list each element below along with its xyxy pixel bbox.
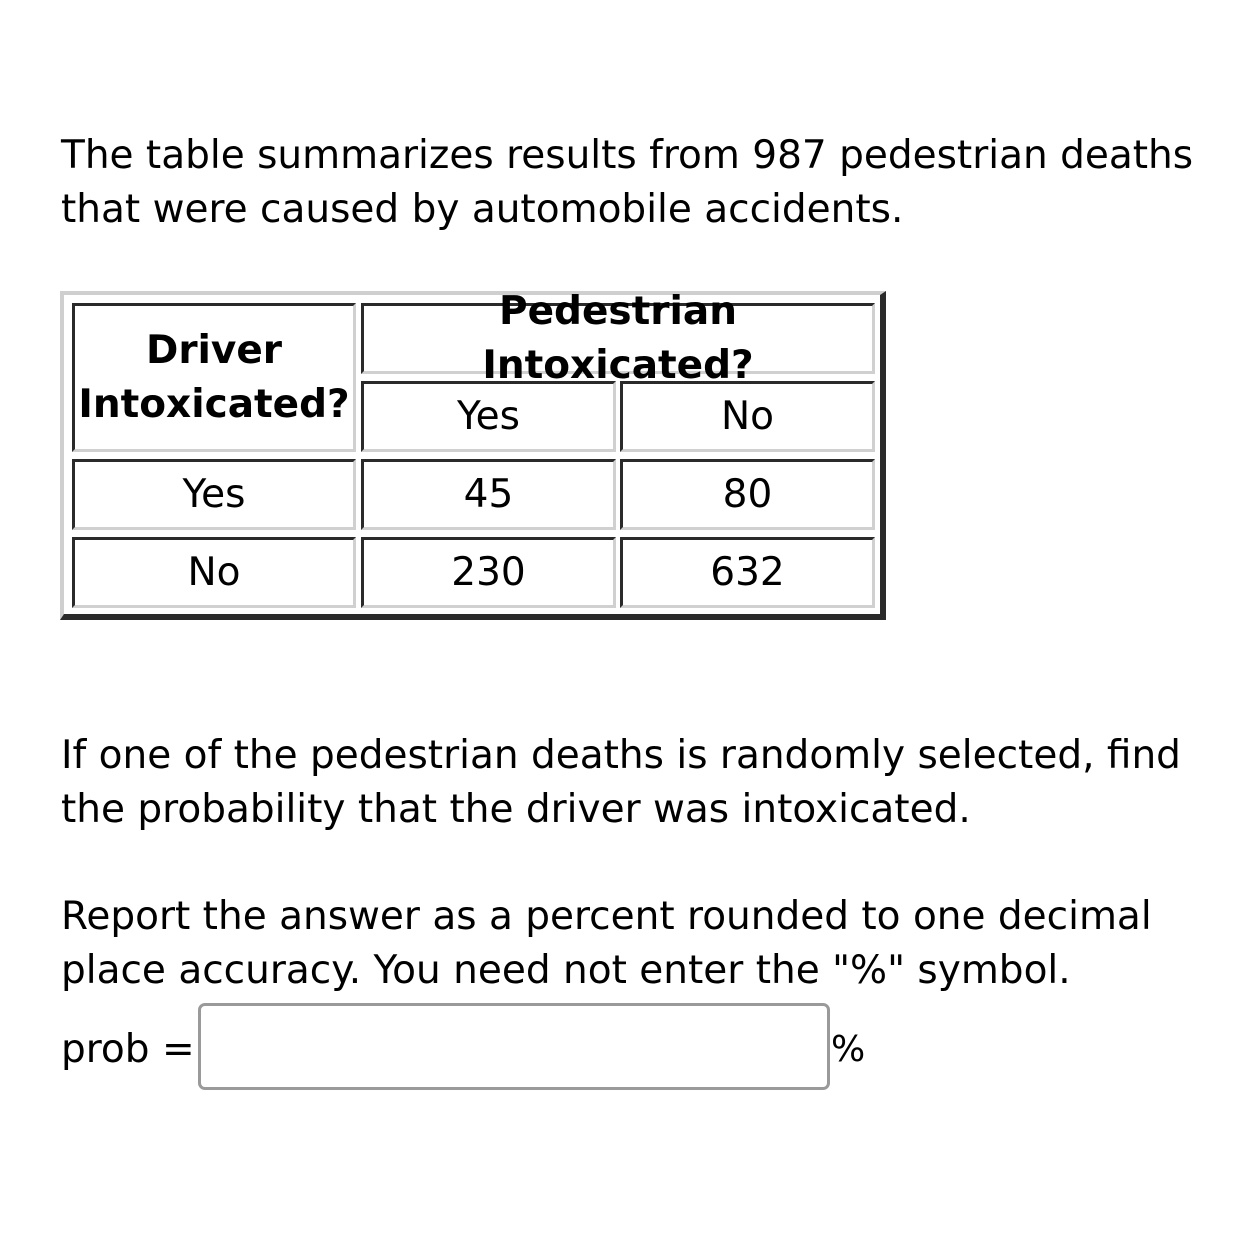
probability-answer-input[interactable] — [198, 1003, 830, 1090]
table-cell: 45 — [361, 459, 616, 530]
question-paragraph: If one of the pedestrian deaths is randomly selected, find the probability that the driver was intoxicated. — [61, 733, 1181, 832]
table-cell: 632 — [620, 537, 875, 608]
table-cell: 80 — [620, 459, 875, 530]
percent-unit-label: % — [831, 1029, 866, 1070]
row-label-no: No — [72, 537, 356, 608]
contingency-table — [60, 288, 886, 620]
column-group-header-pedestrian-intoxicated: Pedestrian Intoxicated? — [361, 303, 875, 374]
intro-paragraph: The table summarizes results from 987 pedestrian deaths that were caused by automobile accidents. — [61, 133, 1194, 232]
row-label-yes: Yes — [72, 459, 356, 530]
row-header-driver-intoxicated: Driver Intoxicated? — [72, 303, 356, 452]
answer-label: prob = — [61, 1027, 195, 1072]
column-header-yes: Yes — [361, 381, 616, 452]
table-cell: 230 — [361, 537, 616, 608]
instructions-paragraph: Report the answer as a percent rounded to one decimal place accuracy. You need not enter the "%" symbol. — [61, 894, 1152, 993]
column-header-no: No — [620, 381, 875, 452]
